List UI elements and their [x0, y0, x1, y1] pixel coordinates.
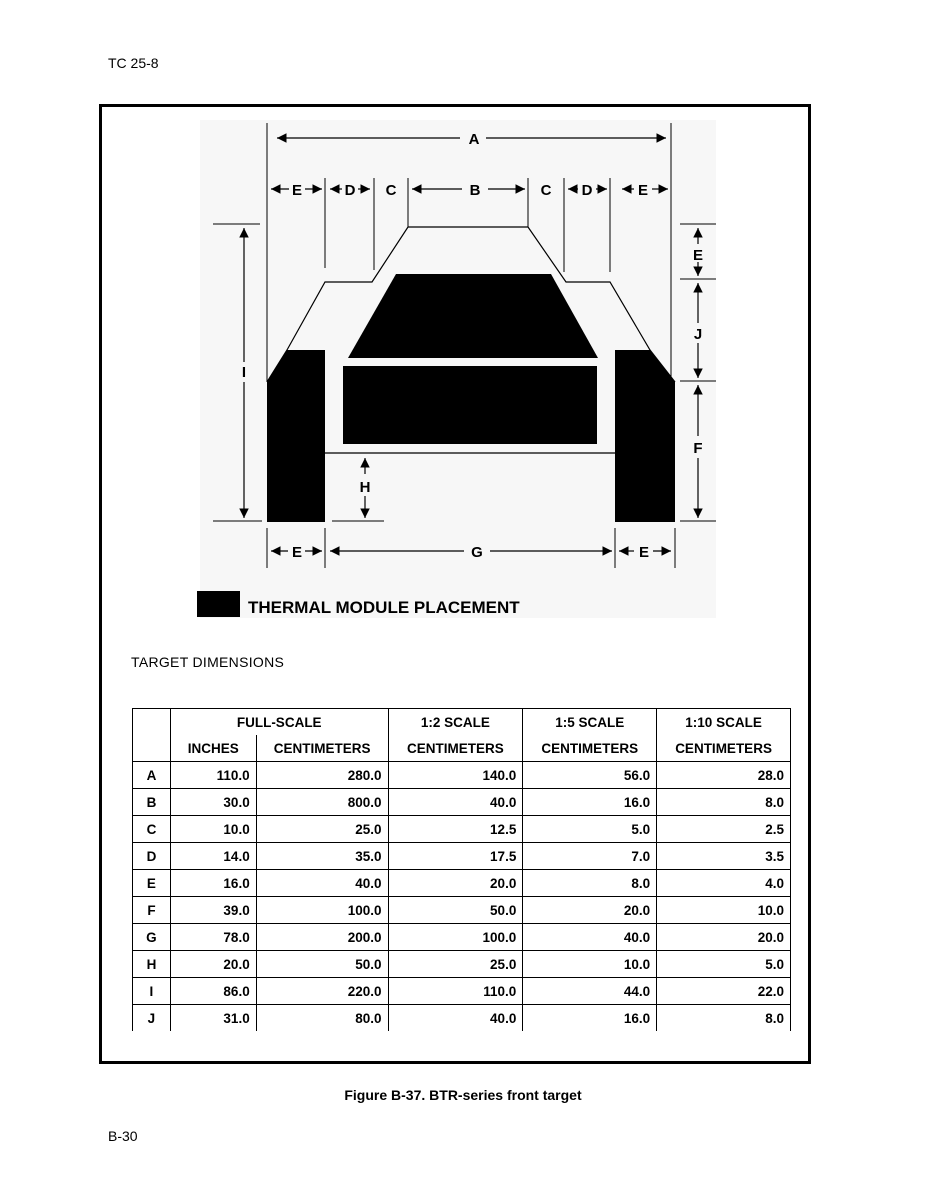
- row-label: D: [133, 843, 171, 870]
- page-number: B-30: [108, 1128, 138, 1144]
- label-d-left: D: [344, 182, 356, 199]
- label-a: A: [468, 131, 480, 148]
- table-cell: 140.0: [388, 762, 523, 789]
- label-g: G: [471, 544, 483, 561]
- label-e-bottom-right: E: [638, 544, 650, 561]
- table-cell: 5.0: [523, 816, 657, 843]
- row-label: H: [133, 951, 171, 978]
- subheader-fifth-cm: CENTIMETERS: [523, 735, 657, 762]
- table-cell: 17.5: [388, 843, 523, 870]
- table-row: [133, 1005, 791, 1032]
- table-row: [133, 978, 791, 1005]
- table-cell: 2.5: [657, 816, 791, 843]
- label-c-left: C: [385, 182, 397, 199]
- label-f: F: [693, 440, 703, 457]
- subheader-tenth-cm: CENTIMETERS: [657, 735, 791, 762]
- subheader-full-cm: CENTIMETERS: [256, 735, 388, 762]
- dimensions-table: [132, 708, 791, 1031]
- table-cell: 35.0: [256, 843, 388, 870]
- table-row: [133, 897, 791, 924]
- table-cell: 40.0: [523, 924, 657, 951]
- table-cell: 200.0: [256, 924, 388, 951]
- table-cell: 16.0: [170, 870, 256, 897]
- section-title: TARGET DIMENSIONS: [131, 654, 285, 670]
- legend-label: THERMAL MODULE PLACEMENT: [248, 598, 520, 617]
- table-cell: 20.0: [523, 897, 657, 924]
- table-cell: 12.5: [388, 816, 523, 843]
- table-cell: 10.0: [657, 897, 791, 924]
- table-cell: 8.0: [657, 789, 791, 816]
- table-cell: 30.0: [170, 789, 256, 816]
- table-cell: 110.0: [388, 978, 523, 1005]
- label-b: B: [469, 182, 481, 199]
- table-cell: 28.0: [657, 762, 791, 789]
- table-cell: 78.0: [170, 924, 256, 951]
- table-cell: 800.0: [256, 789, 388, 816]
- table-cell: 16.0: [523, 789, 657, 816]
- row-label: J: [133, 1005, 171, 1032]
- table-row: [133, 762, 791, 789]
- label-h: H: [359, 479, 371, 496]
- table-cell: 40.0: [256, 870, 388, 897]
- table-cell: 31.0: [170, 1005, 256, 1032]
- table-cell: 110.0: [170, 762, 256, 789]
- label-e-top-left: E: [291, 182, 303, 199]
- table-sub-header-row: [133, 735, 791, 762]
- row-label: F: [133, 897, 171, 924]
- label-d-right: D: [581, 182, 593, 199]
- table-row: [133, 951, 791, 978]
- table-row: [133, 843, 791, 870]
- table-cell: 39.0: [170, 897, 256, 924]
- right-wheel-module: [615, 350, 675, 522]
- table-cell: 44.0: [523, 978, 657, 1005]
- table-cell: 3.5: [657, 843, 791, 870]
- table-cell: 5.0: [657, 951, 791, 978]
- table-row: [133, 816, 791, 843]
- row-label: G: [133, 924, 171, 951]
- table-cell: 56.0: [523, 762, 657, 789]
- table-row: [133, 870, 791, 897]
- table-cell: 80.0: [256, 1005, 388, 1032]
- label-e-bottom-left: E: [291, 544, 303, 561]
- table-cell: 10.0: [170, 816, 256, 843]
- header-full-scale: FULL-SCALE: [170, 709, 388, 736]
- label-j: J: [693, 326, 703, 343]
- row-label: B: [133, 789, 171, 816]
- table-cell: 8.0: [657, 1005, 791, 1032]
- table-cell: 25.0: [388, 951, 523, 978]
- table-cell: 25.0: [256, 816, 388, 843]
- legend-swatch: [197, 591, 240, 617]
- table-cell: 40.0: [388, 1005, 523, 1032]
- lower-hull-module: [343, 366, 597, 444]
- header-1-10-scale: 1:10 SCALE: [657, 709, 791, 736]
- row-label: C: [133, 816, 171, 843]
- row-label: I: [133, 978, 171, 1005]
- label-i: I: [241, 364, 247, 381]
- label-c-right: C: [540, 182, 552, 199]
- row-label: E: [133, 870, 171, 897]
- table-row: [133, 924, 791, 951]
- table-cell: 220.0: [256, 978, 388, 1005]
- subheader-half-cm: CENTIMETERS: [388, 735, 523, 762]
- table-row: [133, 789, 791, 816]
- table-cell: 10.0: [523, 951, 657, 978]
- document-id: TC 25-8: [108, 55, 159, 71]
- left-wheel-module: [267, 350, 325, 522]
- table-cell: 14.0: [170, 843, 256, 870]
- table-cell: 16.0: [523, 1005, 657, 1032]
- table-cell: 40.0: [388, 789, 523, 816]
- table-group-header-row: [133, 709, 791, 736]
- header-1-5-scale: 1:5 SCALE: [523, 709, 657, 736]
- table-cell: 22.0: [657, 978, 791, 1005]
- label-e-top-right: E: [637, 182, 649, 199]
- label-e-side: E: [692, 247, 704, 264]
- header-1-2-scale: 1:2 SCALE: [388, 709, 523, 736]
- table-cell: 20.0: [388, 870, 523, 897]
- table-cell: 280.0: [256, 762, 388, 789]
- subheader-inches: INCHES: [170, 735, 256, 762]
- table-cell: 100.0: [256, 897, 388, 924]
- table-cell: 20.0: [657, 924, 791, 951]
- table-cell: 50.0: [388, 897, 523, 924]
- table-cell: 20.0: [170, 951, 256, 978]
- table-cell: 7.0: [523, 843, 657, 870]
- row-label: A: [133, 762, 171, 789]
- table-cell: 50.0: [256, 951, 388, 978]
- figure-caption: Figure B-37. BTR-series front target: [344, 1087, 582, 1103]
- table-cell: 100.0: [388, 924, 523, 951]
- table-cell: 8.0: [523, 870, 657, 897]
- table-cell: 86.0: [170, 978, 256, 1005]
- table-cell: 4.0: [657, 870, 791, 897]
